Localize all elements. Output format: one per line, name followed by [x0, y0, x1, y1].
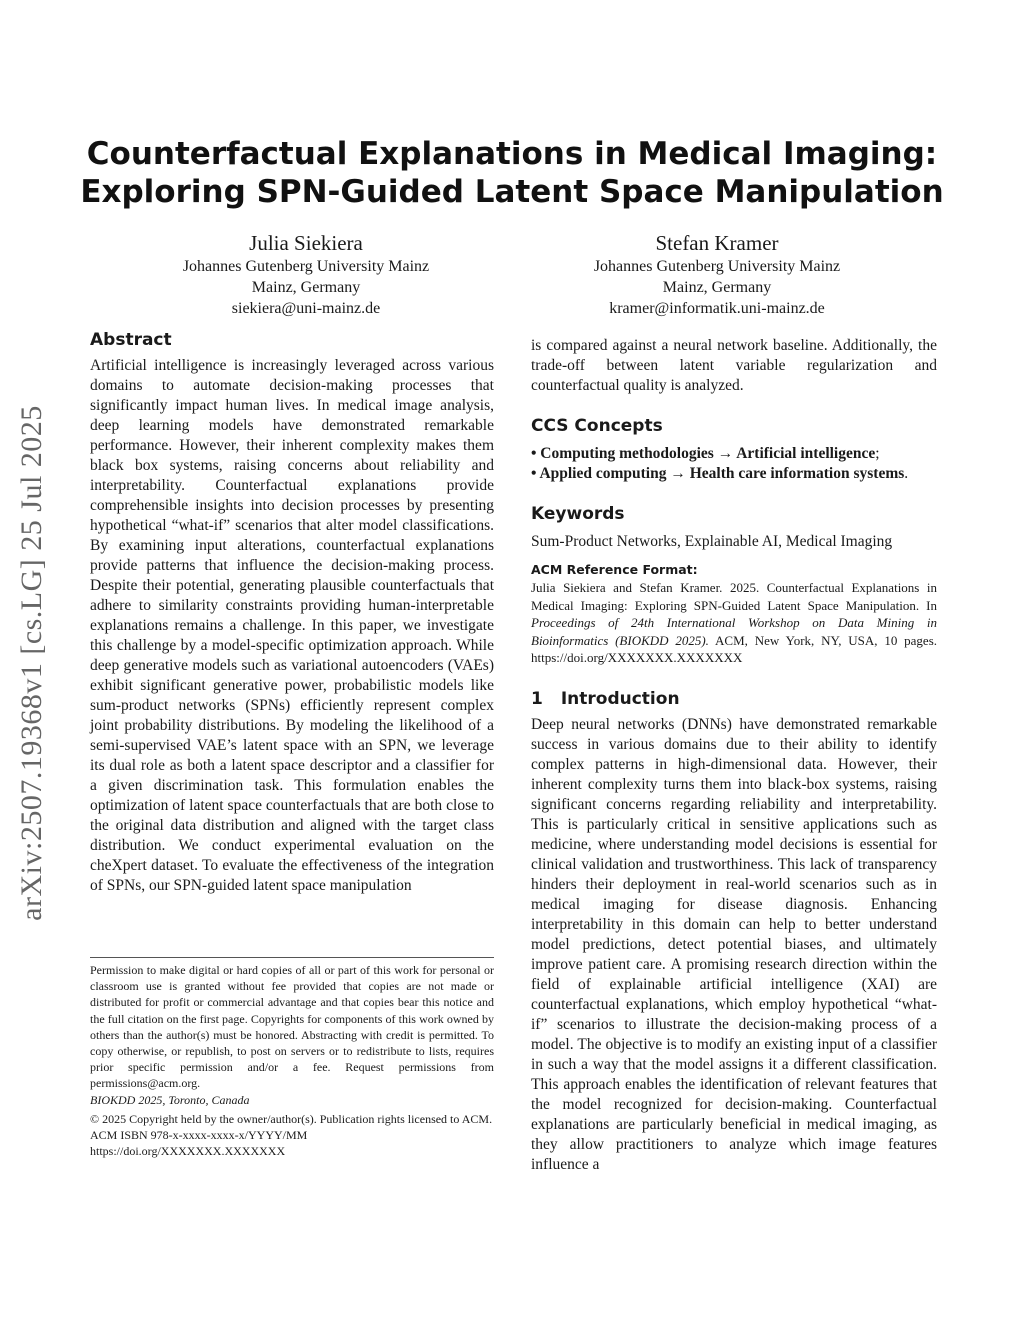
reference-publisher: ACM, New York, NY, USA, 10 pages. https://doi.org/XXXXXXX.XXXXXXX: [531, 632, 937, 665]
author-affiliation: Johannes Gutenberg University Mainz: [593, 258, 841, 275]
ccs-separator: ;: [875, 445, 880, 462]
paper-title: [80, 135, 944, 211]
abstract-continued: is compared against a neural network baseline. Additionally, the trade-off between latent variable regularization and counterfactual quality is analyzed.: [531, 337, 937, 394]
doi-link[interactable]: https://doi.org/XXXXXXX.XXXXXXX: [90, 1144, 286, 1159]
introduction-text: Deep neural networks (DNNs) have demonstrated remarkable success in various domains due to their ability to identify complex patterns in high-dimensional data. However, their inherent complexity turns them into black-box systems, raising significant concerns regarding reliability and interpretability. This is particularly critical in sensitive applications such as medicine, where understanding model decisions is essential for clinical validation and trustworthiness. This lack of transparency hinders their deployment in real-world scenarios such as in medical imaging for disease diagnosis. Enhancing interpretability in this domain can help to better understand model predictions, detect potential biases, and ultimately improve patient care. A promising research direction within the field of explainable artificial intelligence (XAI) are counterfactual explanations, which employ hypothetical “what-if” scenarios to illustrate the decision-making process of a model. The objective is to modify an existing input of a classifier in such a way that the model assigns it a different classification. This approach enables the identification of relevant features that the model recognized for decision-making. Counterfactual explanations are particularly beneficial in medical imaging, as they allow practitioners to analyze which image features influence a: [531, 715, 937, 1173]
acm-reference-text: [531, 579, 937, 667]
right-column: [531, 336, 937, 1175]
arxiv-identifier: [12, 375, 52, 950]
author-name: Stefan Kramer: [655, 231, 779, 255]
author-email[interactable]: siekiera@uni-mainz.de: [231, 300, 381, 317]
acm-reference-heading: ACM Reference Format:: [531, 562, 698, 577]
author-location: Mainz, Germany: [251, 279, 361, 296]
section-number: 1: [531, 688, 543, 709]
introduction-heading: [531, 689, 937, 709]
paper-title-line-2: Exploring SPN-Guided Latent Space Manipulation: [80, 174, 944, 210]
ccs-heading: CCS Concepts: [531, 416, 663, 436]
ccs-concept: • Applied computing → Health care information systems: [531, 465, 905, 482]
conference-venue: BIOKDD 2025, Toronto, Canada: [90, 1092, 250, 1107]
reference-authors: Julia Siekiera and Stefan Kramer. 2025. Counterfactual Explanations in Medical Imaging: Exploring SPN-Guided Latent Space Manipulation. In: [531, 580, 937, 613]
abstract-heading: Abstract: [90, 330, 172, 350]
abstract-text: Artificial intelligence is increasingly leveraged across various domains to automate decision-making processes that significantly impact human lives. In medical image analysis, deep learning models have demonstrated remarkable performance. However, their inherent complexity makes them black box systems, raising concerns about reliability and interpretability. Counterfactual explanations provide comprehensible insights into decision processes by presenting hypothetical “what-if” scenarios that alter model classifications. By examining input alterations, counterfactual explanations provide patterns that influence the decision-making process. Despite their potential, generating plausible counterfactuals that adhere to similarity constraints providing human-interpretable explanations remains a challenge. In this paper, we investigate this challenge by a model-specific optimization approach. While deep generative models such as variational autoencoders (VAEs) exhibit significant generative power, probabilistic models like sum-product networks (SPNs) efficiently represent complex joint probability distributions. By modeling the likelihood of a semi-supervised VAE’s latent space with an SPN, we leverage its dual role as both a latent space descriptor and a classifier for a given discrimination task. This formulation enables the optimization of latent space counterfactuals that are both close to the original data distribution and aligned with the target class distribution. We conduct experimental evaluation on the cheXpert dataset. To evaluate the effectiveness of the integration of SPNs, our SPN-guided latent space manipulation: [90, 357, 494, 894]
isbn: ACM ISBN 978-x-xxxx-xxxx-x/YYYY/MM: [90, 1128, 308, 1143]
keywords-text: Sum-Product Networks, Explainable AI, Medical Imaging: [531, 533, 893, 550]
ccs-item: [531, 464, 937, 484]
reference-venue: Proceedings of 24th International Workshop on Data Mining in Bioinformatics (BIOKDD 2025).: [531, 615, 937, 648]
keywords-heading: Keywords: [531, 504, 625, 524]
footnote-divider: [90, 957, 494, 958]
arxiv-identifier-text: arXiv:2507.19368v1 [cs.LG] 25 Jul 2025: [15, 404, 48, 921]
author-block-2: [537, 230, 897, 319]
section-title: Introduction: [560, 688, 680, 709]
author-block-1: [126, 230, 486, 319]
author-location: Mainz, Germany: [662, 279, 772, 296]
author-email[interactable]: kramer@informatik.uni-mainz.de: [609, 300, 825, 317]
ccs-item: [531, 444, 937, 464]
left-column: [90, 330, 494, 896]
author-affiliation: Johannes Gutenberg University Mainz: [182, 258, 430, 275]
paper-title-line-1: Counterfactual Explanations in Medical Imaging:: [86, 136, 938, 172]
copyright-notice: © 2025 Copyright held by the owner/author(s). Publication rights licensed to ACM.: [90, 1111, 493, 1126]
ccs-concept: • Computing methodologies → Artificial intelligence: [531, 445, 876, 462]
copyright-footnote: [90, 962, 494, 1159]
author-name: Julia Siekiera: [249, 231, 363, 255]
ccs-separator: .: [904, 465, 909, 482]
permission-notice: Permission to make digital or hard copies of all or part of this work for personal or classroom use is granted without fee provided that copies are not made or distributed for profit or commercial advantage and that copies bear this notice and the full citation on the first page. Copyrights for components of this work owned by others than the author(s) must be honored. Abstracting with credit is permitted. To copy otherwise, or republish, to post on servers or to redistribute to lists, requires prior specific permission and/or a fee. Request permissions from permissions@acm.org.: [90, 963, 494, 1091]
